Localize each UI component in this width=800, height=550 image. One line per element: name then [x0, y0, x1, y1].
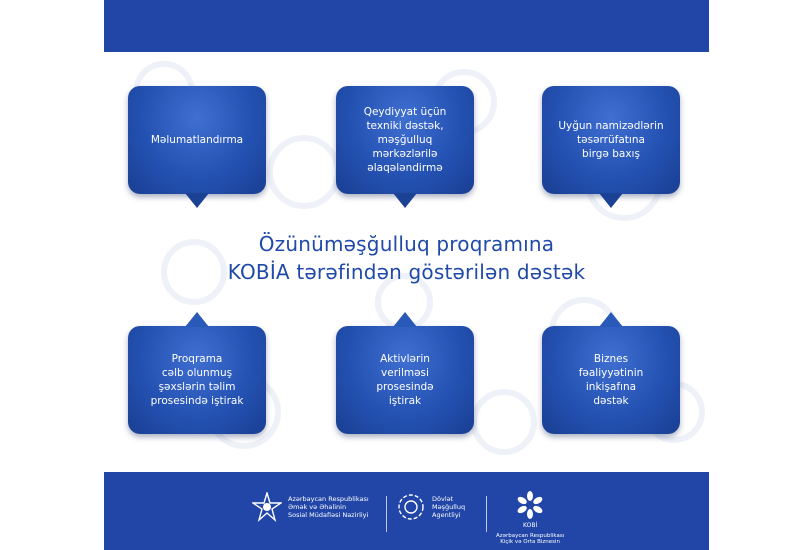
bubble-business-development	[542, 326, 680, 434]
top-band	[104, 0, 709, 52]
bubble-informing	[128, 86, 266, 194]
ministry-emblem-icon	[252, 492, 282, 522]
bubble-assets	[336, 326, 474, 434]
agency-emblem-icon	[396, 492, 426, 522]
kobia-mark: KOBİ	[523, 522, 538, 529]
bubble-tail	[185, 193, 209, 208]
bubble-candidate-review	[542, 86, 680, 194]
bubble-tail	[393, 312, 417, 327]
infographic	[104, 0, 709, 550]
bubble-text: Uyğun namizədlərin təsərrüfatına birgə baxış	[558, 120, 664, 160]
bubble-tail	[393, 193, 417, 208]
headline-line-2: KOBİA tərəfindən göstərilən dəstək	[227, 260, 586, 284]
bubble-text: Aktivlərin verilməsi prosesində iştirak	[376, 353, 434, 407]
bubble-tail	[599, 193, 623, 208]
kobia-name: Azərbaycan Respublikası Kiçik və Orta Biznesin	[496, 532, 565, 545]
bubble-tail	[185, 312, 209, 327]
ministry-logo	[252, 492, 369, 522]
kobia-flower-icon	[515, 490, 545, 520]
ministry-name: Azərbaycan Respublikası Əmək və Əhalinin Sosial Müdafiəsi Nazirliyi	[288, 495, 369, 519]
footer-divider	[386, 496, 387, 532]
headline	[104, 230, 709, 286]
headline-line-1: Özünüməşğulluq proqramına	[258, 232, 555, 256]
bubble-tail	[599, 312, 623, 327]
bubble-text: Proqrama cəlb olunmuş şəxslərin təlim prosesində iştirak	[150, 353, 244, 407]
bubble-text: Qeydiyyat üçün texniki dəstək, məşğulluq mərkəzlərilə əlaqələndirmə	[363, 106, 447, 174]
bubble-training	[128, 326, 266, 434]
bubble-text: Məlumatlandırma	[150, 134, 244, 146]
footer-divider	[486, 496, 487, 532]
bubble-text: Biznes fəaliyyətinin inkişafına dəstək	[578, 353, 644, 407]
agency-logo	[396, 492, 465, 522]
bubble-registration-support	[336, 86, 474, 194]
kobia-logo	[496, 490, 564, 546]
agency-name: Dövlət Məşğulluq Agentliyi	[432, 495, 466, 519]
